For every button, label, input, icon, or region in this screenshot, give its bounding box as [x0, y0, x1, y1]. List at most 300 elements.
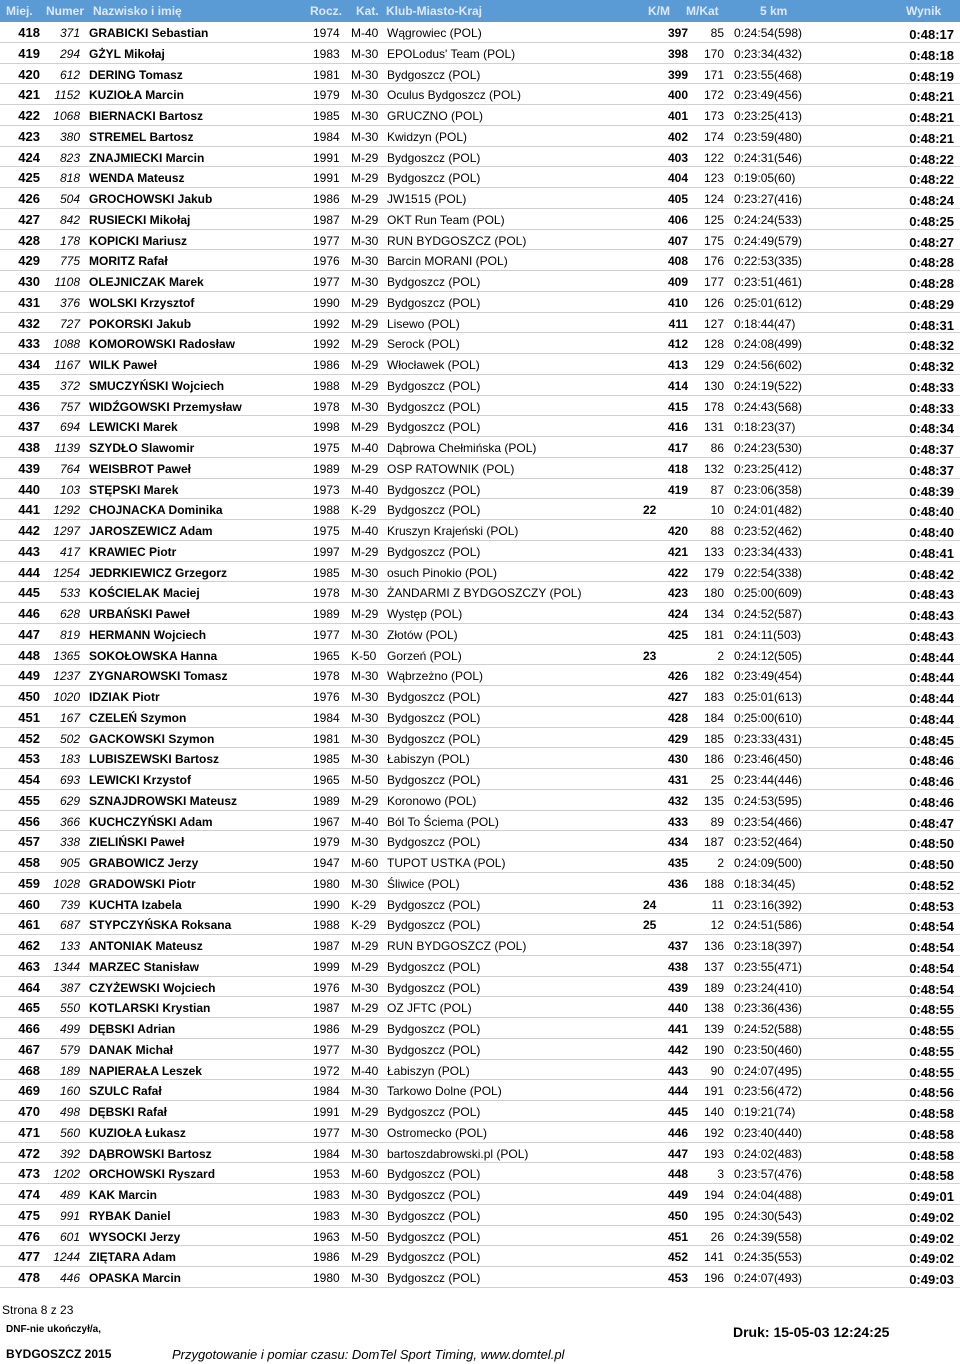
row-result-time: 0:48:27 — [909, 234, 954, 250]
col-header-year: Rocz. — [310, 4, 343, 18]
table-row — [0, 582, 960, 603]
row-category: K-29 — [351, 897, 377, 912]
row-overall-men-place: 411 — [668, 316, 688, 331]
row-category-place: 126 — [703, 295, 724, 310]
row-overall-men-place: 412 — [667, 337, 688, 352]
row-category-place: 137 — [703, 959, 724, 974]
row-bib-number: 372 — [59, 378, 80, 393]
row-split-5km: 0:24:54(598) — [734, 26, 803, 40]
row-category: M-40 — [351, 524, 379, 538]
row-category-place: 183 — [703, 690, 724, 704]
row-category-place: 170 — [703, 46, 724, 61]
row-club: Bydgoszcz (POL) — [387, 544, 481, 559]
row-split-5km: 0:19:05(60) — [734, 171, 796, 186]
row-bib-number: 905 — [59, 856, 80, 870]
row-birth-year: 1991 — [313, 171, 340, 186]
row-split-5km: 0:23:52(464) — [734, 835, 803, 850]
row-result-time: 0:48:32 — [909, 338, 954, 354]
row-bib-number: 1088 — [53, 337, 80, 352]
row-overall-men-place: 450 — [667, 1208, 688, 1223]
row-runner-name: LEWICKI Marek — [89, 420, 178, 435]
row-position: 438 — [18, 440, 40, 455]
row-bib-number: 550 — [59, 1001, 80, 1016]
row-category: M-60 — [351, 1167, 379, 1182]
row-category: M-30 — [351, 1271, 379, 1285]
row-category-place: 89 — [710, 814, 724, 829]
row-overall-men-place: 452 — [667, 1250, 688, 1265]
row-runner-name: OPASKA Marcin — [89, 1271, 182, 1285]
row-birth-year: 1985 — [313, 752, 340, 767]
table-row — [0, 1184, 960, 1205]
row-club: ŻANDARMI Z BYDGOSZCZY (POL) — [387, 586, 582, 601]
row-birth-year: 1989 — [313, 607, 340, 621]
row-bib-number: 628 — [59, 607, 80, 621]
row-split-5km: 0:23:25(413) — [734, 109, 803, 123]
table-row — [0, 997, 960, 1018]
row-club: JW1515 (POL) — [387, 192, 467, 206]
row-bib-number: 133 — [59, 939, 80, 953]
table-row — [0, 396, 960, 417]
row-result-time: 0:48:33 — [909, 379, 954, 395]
row-runner-name: GACKOWSKI Szymon — [89, 731, 215, 746]
row-club: Bydgoszcz (POL) — [387, 1167, 481, 1182]
row-split-5km: 0:23:34(432) — [734, 46, 803, 61]
col-header-number: Numer — [46, 4, 85, 18]
row-result-time: 0:48:25 — [909, 213, 954, 229]
row-birth-year: 1985 — [313, 109, 340, 123]
row-gender-place: 24 — [643, 897, 657, 912]
row-split-5km: 0:23:33(431) — [734, 731, 803, 746]
row-runner-name: GROCHOWSKI Jakub — [89, 192, 213, 206]
table-row — [0, 1226, 960, 1247]
row-bib-number: 1202 — [53, 1167, 80, 1182]
row-result-time: 0:48:28 — [909, 255, 954, 271]
row-position: 445 — [18, 585, 40, 601]
row-position: 430 — [18, 274, 40, 289]
row-bib-number: 1167 — [54, 358, 80, 372]
print-timestamp: Druk: 15-05-03 12:24:25 — [733, 1324, 890, 1340]
row-birth-year: 1972 — [313, 1063, 340, 1078]
table-row — [0, 1267, 960, 1288]
table-row — [0, 499, 960, 520]
row-club: Lisewo (POL) — [387, 316, 460, 331]
row-category: M-30 — [351, 88, 379, 103]
row-club: Łabiszyn (POL) — [387, 752, 470, 767]
row-bib-number: 727 — [59, 316, 80, 331]
row-split-5km: 0:23:16(392) — [734, 897, 803, 912]
row-overall-men-place: 438 — [667, 959, 688, 974]
results-table-header — [0, 0, 960, 22]
row-split-5km: 0:23:56(472) — [734, 1084, 803, 1099]
row-runner-name: BIERNACKI Bartosz — [89, 109, 204, 123]
row-position: 443 — [18, 543, 40, 559]
col-header-split-5km: 5 km — [760, 4, 788, 18]
table-row — [0, 43, 960, 64]
row-overall-men-place: 445 — [667, 1105, 688, 1119]
row-runner-name: DERING Tomasz — [89, 67, 183, 82]
row-split-5km: 0:24:11(503) — [734, 627, 802, 642]
row-birth-year: 1976 — [313, 980, 340, 995]
row-position: 420 — [18, 66, 40, 82]
row-runner-name: JAROSZEWICZ Adam — [89, 524, 213, 538]
row-split-5km: 0:24:30(543) — [734, 1208, 803, 1223]
row-result-time: 0:48:54 — [909, 960, 954, 976]
row-club: Bydgoszcz (POL) — [387, 1042, 481, 1057]
row-position: 440 — [18, 481, 40, 497]
row-result-time: 0:48:46 — [909, 774, 954, 789]
table-row — [0, 914, 960, 935]
row-bib-number: 764 — [59, 461, 80, 476]
row-split-5km: 0:25:00(610) — [734, 710, 803, 725]
col-header-category: Kat. — [356, 4, 379, 18]
col-header-category-place: M/Kat — [686, 4, 719, 18]
row-birth-year: 1975 — [313, 524, 340, 538]
row-result-time: 0:48:43 — [909, 608, 954, 623]
row-birth-year: 1977 — [313, 233, 340, 248]
row-category: M-30 — [351, 254, 379, 269]
row-split-5km: 0:23:36(436) — [734, 1001, 803, 1016]
results-table-body — [0, 22, 960, 1288]
row-split-5km: 0:22:53(335) — [734, 254, 803, 269]
row-result-time: 0:48:43 — [909, 628, 954, 644]
row-category-place: 10 — [710, 503, 724, 518]
row-split-5km: 0:23:50(460) — [734, 1042, 803, 1057]
row-runner-name: KUCHCZYŃSKI Adam — [89, 814, 213, 829]
row-split-5km: 0:23:54(466) — [734, 814, 803, 829]
row-club: TUPOT USTKA (POL) — [387, 856, 506, 870]
table-row — [0, 894, 960, 915]
row-position: 452 — [18, 730, 40, 746]
row-birth-year: 1976 — [313, 254, 340, 269]
row-category-place: 135 — [703, 793, 724, 808]
row-category: M-29 — [351, 1105, 379, 1119]
row-bib-number: 167 — [59, 710, 80, 725]
row-category-place: 25 — [710, 773, 724, 787]
row-birth-year: 1984 — [313, 129, 340, 144]
row-result-time: 0:48:17 — [909, 27, 954, 42]
row-position: 434 — [18, 357, 40, 372]
row-position: 446 — [18, 606, 40, 621]
row-category: M-30 — [351, 399, 379, 414]
row-runner-name: STĘPSKI Marek — [89, 482, 179, 497]
row-birth-year: 1984 — [313, 710, 340, 725]
row-category-place: 180 — [703, 586, 724, 601]
row-club: Serock (POL) — [387, 337, 460, 352]
row-position: 465 — [18, 1000, 40, 1016]
row-overall-men-place: 437 — [667, 939, 688, 953]
row-category-place: 175 — [703, 233, 724, 248]
row-runner-name: DĘBSKI Rafał — [89, 1105, 168, 1119]
row-bib-number: 1244 — [53, 1250, 80, 1265]
row-birth-year: 1977 — [313, 275, 340, 289]
row-category: M-30 — [351, 690, 379, 704]
row-position: 425 — [18, 170, 40, 186]
table-row — [0, 84, 960, 105]
row-category: M-30 — [351, 752, 379, 767]
row-bib-number: 757 — [59, 399, 80, 414]
row-bib-number: 579 — [59, 1042, 80, 1057]
row-club: Złotów (POL) — [387, 627, 458, 642]
row-category: M-30 — [351, 1125, 379, 1140]
row-club: Kwidzyn (POL) — [387, 129, 468, 144]
row-result-time: 0:48:44 — [909, 691, 954, 706]
row-club: Bydgoszcz (POL) — [387, 1188, 481, 1202]
row-category-place: 133 — [703, 544, 724, 559]
row-overall-men-place: 440 — [667, 1001, 688, 1016]
row-birth-year: 1978 — [313, 669, 340, 684]
row-club: Gorzeń (POL) — [387, 648, 462, 663]
row-category: M-29 — [351, 212, 379, 227]
row-bib-number: 693 — [59, 773, 80, 787]
row-bib-number: 1152 — [54, 88, 80, 103]
row-birth-year: 1991 — [313, 1105, 340, 1119]
row-category: M-29 — [351, 420, 379, 435]
row-category-place: 87 — [710, 482, 724, 497]
row-club: Łabiszyn (POL) — [387, 1063, 470, 1078]
row-runner-name: WEISBROT Paweł — [89, 461, 192, 476]
row-category: M-30 — [351, 876, 379, 891]
row-runner-name: RYBAK Daniel — [89, 1208, 171, 1223]
row-category: M-30 — [351, 731, 379, 746]
row-overall-men-place: 428 — [667, 710, 688, 725]
row-runner-name: WENDA Mateusz — [89, 171, 185, 186]
row-club: Kruszyn Krajeński (POL) — [387, 524, 519, 538]
row-overall-men-place: 401 — [667, 109, 688, 123]
row-birth-year: 1991 — [313, 150, 340, 165]
row-result-time: 0:48:44 — [909, 670, 954, 686]
row-birth-year: 1984 — [313, 1084, 340, 1099]
row-category: M-50 — [351, 1229, 379, 1244]
table-row — [0, 541, 960, 562]
row-result-time: 0:48:21 — [909, 130, 954, 146]
row-overall-men-place: 410 — [667, 295, 688, 310]
row-position: 476 — [18, 1228, 40, 1244]
row-split-5km: 0:23:52(462) — [734, 524, 803, 538]
row-position: 478 — [18, 1270, 40, 1285]
row-position: 422 — [18, 108, 40, 123]
row-position: 451 — [18, 709, 40, 725]
row-position: 433 — [18, 336, 40, 352]
row-bib-number: 387 — [59, 980, 80, 995]
row-overall-men-place: 435 — [667, 856, 688, 870]
table-row — [0, 769, 960, 790]
row-category: M-30 — [351, 129, 379, 144]
row-result-time: 0:48:55 — [909, 1043, 954, 1059]
row-category: M-50 — [351, 773, 379, 787]
table-row — [0, 1122, 960, 1143]
row-bib-number: 560 — [59, 1125, 80, 1140]
row-split-5km: 0:24:52(587) — [734, 607, 803, 621]
row-overall-men-place: 407 — [667, 233, 688, 248]
row-club: Dąbrowa Chełmińska (POL) — [387, 441, 537, 455]
row-result-time: 0:48:54 — [909, 940, 954, 955]
row-split-5km: 0:18:23(37) — [734, 420, 796, 435]
row-position: 442 — [18, 523, 40, 538]
table-row — [0, 64, 960, 85]
row-split-5km: 0:23:57(476) — [734, 1167, 803, 1182]
row-club: Bydgoszcz (POL) — [387, 1250, 481, 1265]
row-bib-number: 499 — [59, 1022, 80, 1036]
row-result-time: 0:48:39 — [909, 483, 954, 499]
row-birth-year: 1986 — [313, 358, 340, 372]
row-category-place: 189 — [703, 980, 724, 995]
row-overall-men-place: 430 — [667, 752, 688, 767]
row-overall-men-place: 447 — [667, 1146, 688, 1161]
row-runner-name: GRADOWSKI Piotr — [89, 876, 196, 891]
row-split-5km: 0:23:40(440) — [734, 1125, 803, 1140]
dnf-note: DNF-nie ukończył/a, — [6, 1324, 102, 1335]
row-category: M-30 — [351, 1146, 379, 1161]
row-runner-name: ORCHOWSKI Ryszard — [89, 1167, 216, 1182]
row-category: M-30 — [351, 980, 379, 995]
row-split-5km: 0:24:01(482) — [734, 503, 803, 518]
row-category-place: 124 — [703, 192, 724, 206]
row-category-place: 125 — [703, 212, 724, 227]
row-birth-year: 1980 — [313, 876, 340, 891]
row-category: M-29 — [351, 1001, 379, 1016]
row-position: 467 — [18, 1041, 40, 1057]
row-club: Bydgoszcz (POL) — [387, 399, 481, 414]
row-category: M-30 — [351, 627, 379, 642]
row-birth-year: 1978 — [313, 586, 340, 601]
row-bib-number: 823 — [59, 150, 80, 165]
row-club: OKT Run Team (POL) — [387, 212, 505, 227]
row-category-place: 186 — [703, 752, 724, 767]
table-row — [0, 873, 960, 894]
table-row — [0, 188, 960, 209]
row-result-time: 0:48:44 — [909, 649, 954, 665]
row-overall-men-place: 431 — [667, 773, 688, 787]
row-category-place: 188 — [703, 876, 724, 891]
row-category-place: 184 — [703, 710, 724, 725]
row-birth-year: 1980 — [313, 1271, 340, 1285]
row-position: 427 — [18, 211, 40, 227]
row-club: Bydgoszcz (POL) — [387, 1229, 481, 1244]
row-position: 459 — [18, 875, 40, 891]
row-split-5km: 0:23:34(433) — [734, 544, 803, 559]
row-birth-year: 1976 — [313, 690, 340, 704]
row-runner-name: KRAWIEC Piotr — [89, 544, 177, 559]
row-category-place: 90 — [710, 1063, 724, 1078]
row-club: RUN BYDGOSZCZ (POL) — [387, 939, 527, 953]
table-row — [0, 147, 960, 168]
row-bib-number: 694 — [59, 420, 80, 435]
row-category-place: 193 — [703, 1146, 724, 1161]
row-runner-name: CZYŻEWSKI Wojciech — [89, 980, 216, 995]
row-club: Barcin MORANI (POL) — [387, 254, 508, 269]
row-birth-year: 1986 — [313, 192, 340, 206]
row-runner-name: ANTONIAK Mateusz — [89, 939, 203, 953]
row-club: EPOLodus' Team (POL) — [387, 46, 516, 61]
row-runner-name: MORITZ Rafał — [89, 254, 168, 269]
row-split-5km: 0:23:55(471) — [734, 959, 803, 974]
row-bib-number: 160 — [59, 1084, 80, 1099]
table-row — [0, 437, 960, 458]
row-position: 424 — [18, 149, 40, 165]
row-category: M-29 — [351, 793, 379, 808]
row-category: M-30 — [351, 565, 379, 580]
row-bib-number: 1108 — [54, 275, 80, 289]
row-position: 447 — [18, 626, 40, 642]
row-category-place: 139 — [703, 1022, 724, 1036]
row-birth-year: 1989 — [313, 793, 340, 808]
row-split-5km: 0:24:31(546) — [734, 150, 803, 165]
row-runner-name: CZELEŃ Szymon — [89, 710, 187, 725]
row-birth-year: 1990 — [313, 295, 340, 310]
table-row — [0, 1205, 960, 1226]
col-header-position: Miej. — [6, 4, 33, 18]
row-overall-men-place: 442 — [667, 1042, 688, 1057]
row-category-place: 171 — [703, 67, 724, 82]
row-category: M-30 — [351, 46, 379, 61]
row-position: 441 — [18, 502, 40, 518]
row-result-time: 0:48:54 — [909, 919, 954, 935]
row-birth-year: 1987 — [313, 939, 340, 953]
row-runner-name: ZYGNAROWSKI Tomasz — [89, 669, 228, 684]
row-runner-name: URBAŃSKI Paweł — [89, 607, 190, 621]
row-result-time: 0:48:47 — [909, 815, 954, 831]
row-split-5km: 0:24:19(522) — [734, 378, 803, 393]
row-result-time: 0:48:46 — [909, 794, 954, 810]
row-bib-number: 1254 — [53, 565, 80, 580]
row-runner-name: IDZIAK Piotr — [89, 690, 160, 704]
row-overall-men-place: 448 — [667, 1167, 688, 1182]
row-category-place: 172 — [703, 88, 724, 103]
row-category-place: 177 — [703, 275, 724, 289]
row-category-place: 174 — [703, 129, 724, 144]
row-result-time: 0:48:31 — [909, 317, 954, 333]
row-result-time: 0:48:37 — [909, 462, 954, 478]
row-bib-number: 338 — [59, 835, 80, 850]
row-category-place: 138 — [703, 1001, 724, 1016]
row-overall-men-place: 443 — [667, 1063, 688, 1078]
table-row — [0, 209, 960, 230]
row-overall-men-place: 426 — [667, 669, 688, 684]
row-position: 419 — [18, 45, 40, 61]
row-runner-name: WOLSKI Krzysztof — [89, 295, 195, 310]
page-number: Strona 8 z 23 — [2, 1303, 74, 1317]
row-position: 464 — [18, 979, 40, 995]
row-category: M-29 — [351, 461, 379, 476]
row-position: 436 — [18, 398, 40, 414]
row-result-time: 0:48:58 — [909, 1147, 954, 1163]
row-position: 458 — [18, 855, 40, 870]
row-runner-name: SMUCZYŃSKI Wojciech — [89, 378, 225, 393]
row-split-5km: 0:23:18(397) — [734, 939, 803, 953]
row-category-place: 131 — [703, 420, 724, 435]
row-runner-name: CHOJNACKA Dominika — [89, 503, 223, 518]
row-result-time: 0:48:19 — [909, 68, 954, 84]
row-split-5km: 0:24:09(500) — [734, 856, 803, 870]
row-bib-number: 1297 — [53, 524, 80, 538]
col-header-result: Wynik — [906, 4, 942, 18]
timing-credit: Przygotowanie i pomiar czasu: DomTel Sport Timing, www.domtel.pl — [172, 1347, 565, 1362]
row-category-place: 11 — [711, 897, 724, 912]
row-club: Występ (POL) — [387, 607, 463, 621]
row-bib-number: 498 — [59, 1105, 80, 1119]
row-overall-men-place: 415 — [667, 399, 688, 414]
row-category: M-29 — [351, 171, 379, 186]
row-category: K-50 — [351, 648, 377, 663]
row-birth-year: 1977 — [313, 1042, 340, 1057]
row-position: 437 — [18, 419, 40, 435]
row-club: Ból To Ściema (POL) — [387, 814, 499, 829]
row-split-5km: 0:24:35(553) — [734, 1250, 803, 1265]
row-birth-year: 1979 — [313, 835, 340, 850]
row-birth-year: 1977 — [313, 1125, 340, 1140]
row-runner-name: SZYDŁO Slawomir — [89, 441, 195, 455]
row-position: 449 — [18, 668, 40, 684]
